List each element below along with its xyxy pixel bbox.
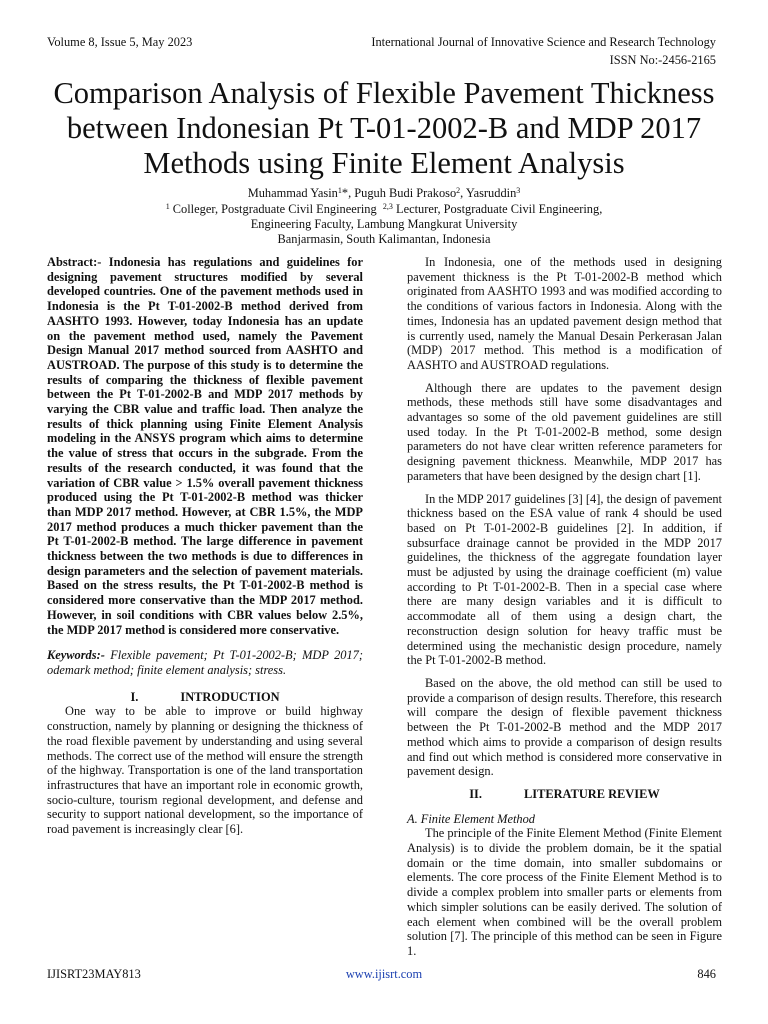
paragraph: One way to be able to improve or build highway construction, namely by planning or designing the thickness of the road flexible pavement by understanding and using several methods. The correct use of the method will ensure the strength of the highway. Transportation is one of the land transportation infrastructures that have an important role in economic growth, socio-culture, tourism regional development, and defense and security to support national development, so the importance of road pavement is increasingly clear [6]. [47,704,363,837]
page-number: 846 [697,967,716,981]
journal-website-link[interactable]: www.ijisrt.com [345,967,423,981]
affiliation-text: Colleger, Postgraduate Civil Engineering [169,202,377,216]
affiliation-text: Lecturer, Postgraduate Civil Engineering, [392,202,603,216]
affiliation-line: Banjarmasin, South Kalimantan, Indonesia [277,232,491,246]
section-heading [407,787,722,802]
journal-name: International Journal of Innovative Science and Research Technology [371,35,716,49]
subsection-heading: A. Finite Element Method [407,811,535,826]
section-number: I. [130,689,139,704]
keywords-text: Flexible pavement; Pt T-01-2002-B; MDP 2017; odemark method; finite element analysis; stress. [47,648,363,677]
section-heading [47,690,363,705]
affiliation-line [30,202,738,217]
keywords-label: Keywords:- [47,648,105,663]
paragraph: Although there are updates to the pavement design methods, these methods still have some disadvantages and advantages so some of the old pavement guidelines are still used today. In the Pt T-01-2002-B method, some design parameters do not have clear written reference parameters for designing pavement thickness. Meanwhile, MDP 2017 has parameters that have been designed by the design chart [1]. [407,380,722,483]
keywords [47,648,363,677]
affiliation-marker: 2,3 [382,202,393,211]
author-name: Puguh Budi Prakoso [354,186,457,200]
left-column [47,255,363,837]
paragraph: In Indonesia, one of the methods used in designing pavement thickness is the Pt T-01-2002-B method which originated from AASHTO 1993 and was modified according to the conditions of various factors in Indonesia. Along with the times, Indonesia has an updated pavement design method that is currently used, namely the Manual Desain Perkerasan Jalan (MDP) 2017 method. This method is a modification of AASHTO and AUSTROAD regulations. [407,255,722,372]
corresponding-mark: *, [341,186,355,200]
section-number: II. [469,786,482,801]
paragraph: In the MDP 2017 guidelines [3] [4], the design of pavement thickness based on the ESA value of rank 4 should be used based on Pt T-01-2002-B guidelines [2]. In addition, if subsurface drainage cannot be provided in the MDP 2017 guidelines, the thickness of the aggregate foundation layer must be adjusted by using the drainage coefficient (m) value according to Pt T-01-2002-B. Then in a special case where there are many design variables and it is difficult to accommodate all of them using a design chart, the reconstruction design solution for heavy traffic must be determined using the mechanistic design procedure, namely the Pt T-01-2002-B method. [407,491,722,668]
paragraph: Based on the above, the old method can still be used to provide a comparison of design results. Therefore, this research will compare the design of flexible pavement thickness between the Pt T-01-2002-B method and the MDP 2017 method which aims to provide a comparison of design results and find out which method is considered more conservative in pavement design. [407,675,722,779]
separator: , [460,186,466,200]
affiliation-marker: 2 [456,186,461,195]
abstract: Abstract:- Indonesia has regulations and guidelines for designing pavement structures modified by several developed countries. One of the pavement methods used in Indonesia is the Pt T-01-2002-B method derived from AASHTO 1993. However, today Indonesia has an update on the pavement method used, namely the Pavement Design Manual 2017 method sourced from AASHTO and AUSTROAD. The purpose of this study is to determine the results of comparing the thickness of flexible pavement between the Pt T-01-2002-B and MDP 2017 methods by varying the CBR value and traffic load. Then analyze the results of thick planning using Finite Element Analysis modeling in the ANSYS program which aims to determine the value of stress that occurs in the subgrade. From the results of the research conducted, it was found that the variation of CBR value > 1.5% overall pavement thickness produced using the Pt T-01-2002-B method was thicker than MDP 2017 method. However, at CBR 1.5%, the MDP 2017 method produces a much thicker pavement than the Pt T-01-2002-B method. The large difference in pavement thickness between the two methods is due to differences in design parameters and the selection of pavement materials. Based on the stress results, the Pt T-01-2002-B method is considered more conservative than the MDP 2017 method. However, in soil conditions with CBR values below 2.5%, the MDP 2017 method is considered more conservative. [47,255,363,637]
section-title: LITERATURE REVIEW [523,786,660,801]
affiliation-line: Engineering Faculty, Lambung Mangkurat University [250,217,518,231]
right-column [407,255,722,959]
paper-title: Comparison Analysis of Flexible Pavement Thickness between Indonesian Pt T-01-2002-B and MDP 2017 Methods using Finite Element Analysis [53,76,715,180]
section-title: INTRODUCTION [180,689,280,704]
journal-volume: Volume 8, Issue 5, May 2023 [47,35,193,49]
author-name: Yasruddin [465,186,517,200]
affiliation-marker: 1 [337,186,342,195]
affiliation-marker: 1 [165,202,170,211]
issn-number: ISSN No:-2456-2165 [609,53,716,67]
author-name: Muhammad Yasin [247,186,338,200]
paper-id: IJISRT23MAY813 [47,967,141,981]
paragraph: The principle of the Finite Element Method (Finite Element Analysis) is to divide the problem domain, be it the spatial domain or the time domain, into smaller subdomains or elements. The core process of the Finite Element Method is to divide a complex problem into smaller parts or elements from which simpler solutions can be easily derived. The solution of each element when combined will be the overall problem solution [7]. The principle of this method can be seen in Figure 1. [407,826,722,958]
author-list [30,186,738,201]
affiliation-marker: 3 [516,186,521,195]
